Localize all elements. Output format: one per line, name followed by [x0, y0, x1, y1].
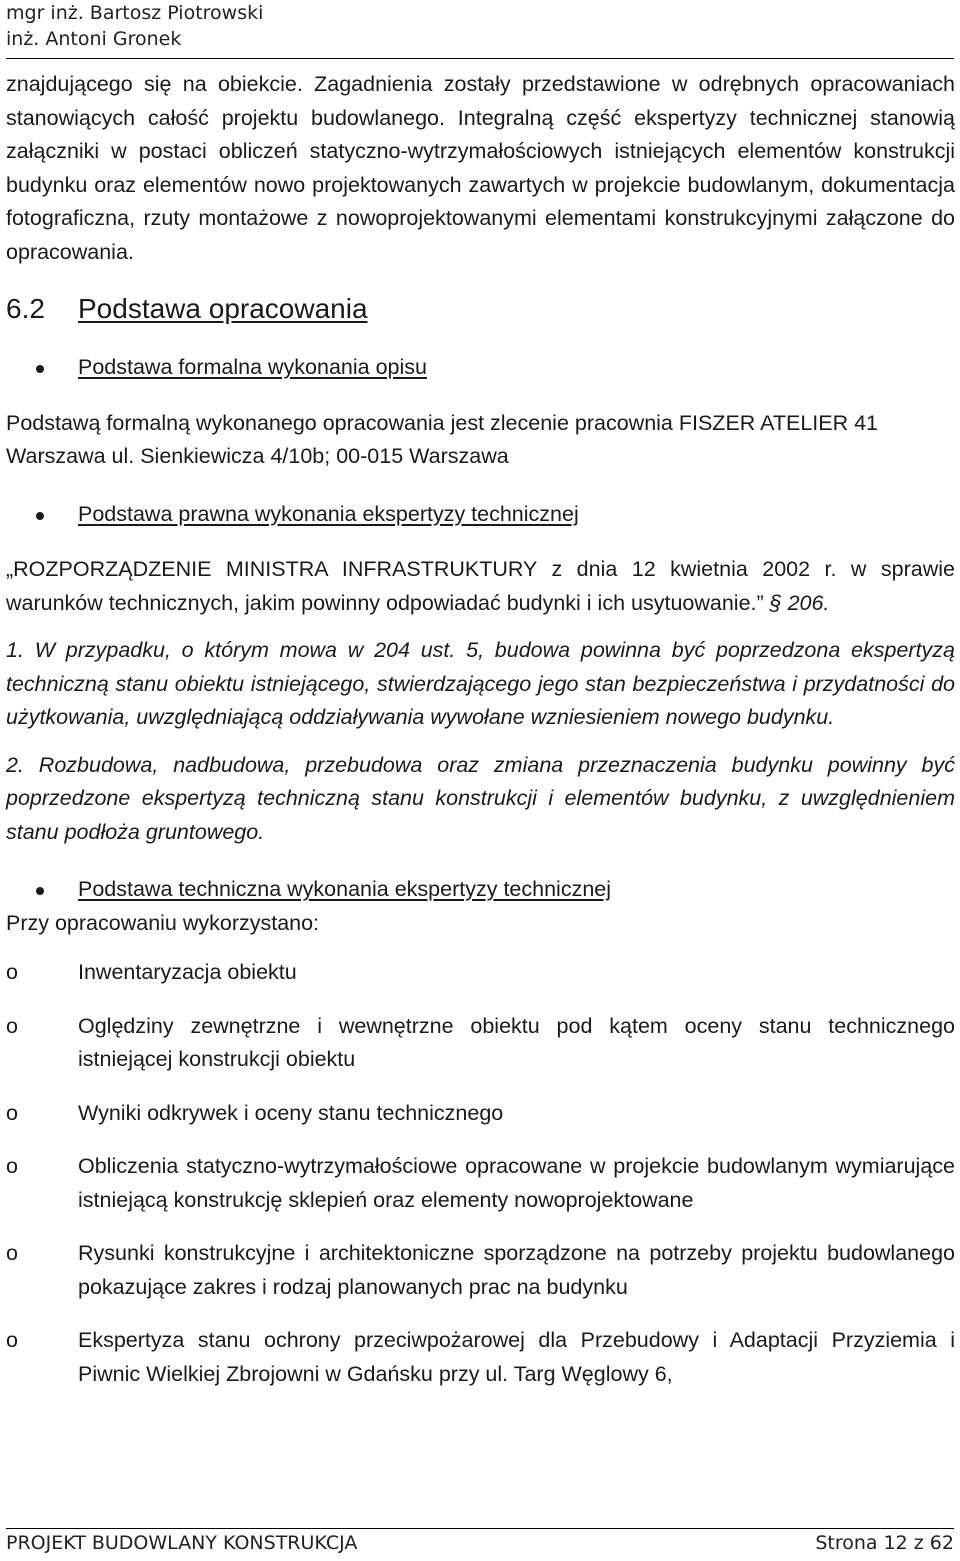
document-body	[6, 68, 955, 1391]
list-item	[6, 1237, 955, 1304]
page-header	[6, 0, 954, 59]
footer-page-number: Strona 12 z 62	[815, 1532, 954, 1554]
list-marker: o	[6, 1154, 18, 1178]
formal-basis-heading-text: Podstawa formalna wykonania opisu	[78, 355, 427, 379]
bullet-icon	[36, 512, 44, 520]
bullet-icon	[36, 887, 44, 895]
section-heading	[6, 291, 955, 327]
list-item-text: Ekspertyza stanu ochrony przeciwpożarowej dla Przebudowy i Adaptacji Przyziemia i Piwnic Wielkiej Zbrojowni w Gdańsku przy ul. Targ Węglowy 6,	[78, 1328, 955, 1386]
list-item-text: Wyniki odkrywek i oceny stanu technicznego	[78, 1100, 504, 1125]
legal-point-1: 1. W przypadku, o którym mowa w 204 ust. 5, budowa powinna być poprzedzona ekspertyzą techniczną stanu obiektu istniejącego, stwierdzającego jego stan bezpieczeństwa i przydatności do użytkowania, uwzględniającą oddziaływania wywołane wzniesieniem nowego budynku.	[6, 638, 955, 729]
list-marker: o	[6, 1100, 18, 1125]
list-marker: o	[6, 1328, 18, 1352]
page-footer	[6, 1528, 954, 1554]
regulation-citation	[6, 553, 955, 620]
technical-basis-list	[6, 956, 955, 1391]
author-name-2: inż. Antoni Gronek	[6, 28, 182, 50]
section-number: 6.2	[6, 293, 45, 324]
intro-paragraph: znajdującego się na obiekcie. Zagadnienia zostały przedstawione w odrębnych opracowaniach stanowiących całość projektu budowlanego. Integralną część ekspertyzy technicznej stanowią załączniki w postaci obliczeń statyczno-wytrzymałościowych istniejących elementów konstrukcji budynku oraz elementów nowo projektowanych zawartych w projekcie budowlanym, dokumentacja fotograficzna, rzuty montażowe z nowoprojektowanymi elementami konstrukcyjnymi załączone do opracowania.	[6, 72, 955, 264]
list-item-text: Rysunki konstrukcyjne i architektoniczne sporządzone na potrzeby projektu budowlanego pokazujące zakres i rodzaj planowanych prac na budynku	[78, 1241, 955, 1299]
regulation-text: „ROZPORZĄDZENIE MINISTRA INFRASTRUKTURY z dnia 12 kwietnia 2002 r. w sprawie warunków technicznych, jakim powinny odpowiadać budynki i ich usytuowanie.”	[6, 557, 955, 615]
formal-basis-text: Podstawą formalną wykonanego opracowania jest zlecenie pracownia FISZER ATELIER 41 Warszawa ul. Sienkiewicza 4/10b; 00-015 Warszawa	[6, 410, 878, 468]
list-marker: o	[6, 960, 18, 984]
technical-basis-intro: Przy opracowaniu wykorzystano:	[6, 910, 320, 935]
list-marker: o	[6, 1241, 18, 1265]
list-item-text: Inwentaryzacja obiektu	[78, 960, 297, 984]
formal-basis-heading	[6, 351, 955, 385]
legal-basis-heading-text: Podstawa prawna wykonania ekspertyzy technicznej	[78, 501, 579, 526]
list-item-text: Oględziny zewnętrzne i wewnętrzne obiektu pod kątem oceny stanu technicznego istniejącej konstrukcji obiektu	[78, 1013, 955, 1071]
section-title: Podstawa opracowania	[78, 293, 368, 324]
author-name-1: mgr inż. Bartosz Piotrowski	[6, 2, 264, 24]
footer-project-label: PROJEKT BUDOWLANY KONSTRUKCJA	[6, 1532, 358, 1554]
list-item	[6, 1010, 955, 1077]
section-reference: § 206.	[769, 590, 830, 615]
list-item	[6, 1097, 955, 1131]
technical-basis-heading-text: Podstawa techniczna wykonania ekspertyzy technicznej	[78, 877, 612, 901]
list-item	[6, 1150, 955, 1217]
list-item-text: Obliczenia statyczno-wytrzymałościowe opracowane w projekcie budowlanym wymiarujące istniejącą konstrukcję sklepień oraz elementy nowoprojektowane	[78, 1154, 955, 1212]
legal-basis-heading	[6, 498, 955, 532]
technical-basis-heading	[6, 873, 955, 907]
bullet-icon	[36, 365, 44, 373]
list-item	[6, 956, 955, 990]
list-marker: o	[6, 1013, 18, 1038]
legal-point-2: 2. Rozbudowa, nadbudowa, przebudowa oraz zmiana przeznaczenia budynku powinny być poprzedzone ekspertyzą techniczną stanu konstrukcji i elementów budynku, z uwzględnieniem stanu podłoża gruntowego.	[6, 752, 955, 844]
list-item	[6, 1324, 955, 1391]
